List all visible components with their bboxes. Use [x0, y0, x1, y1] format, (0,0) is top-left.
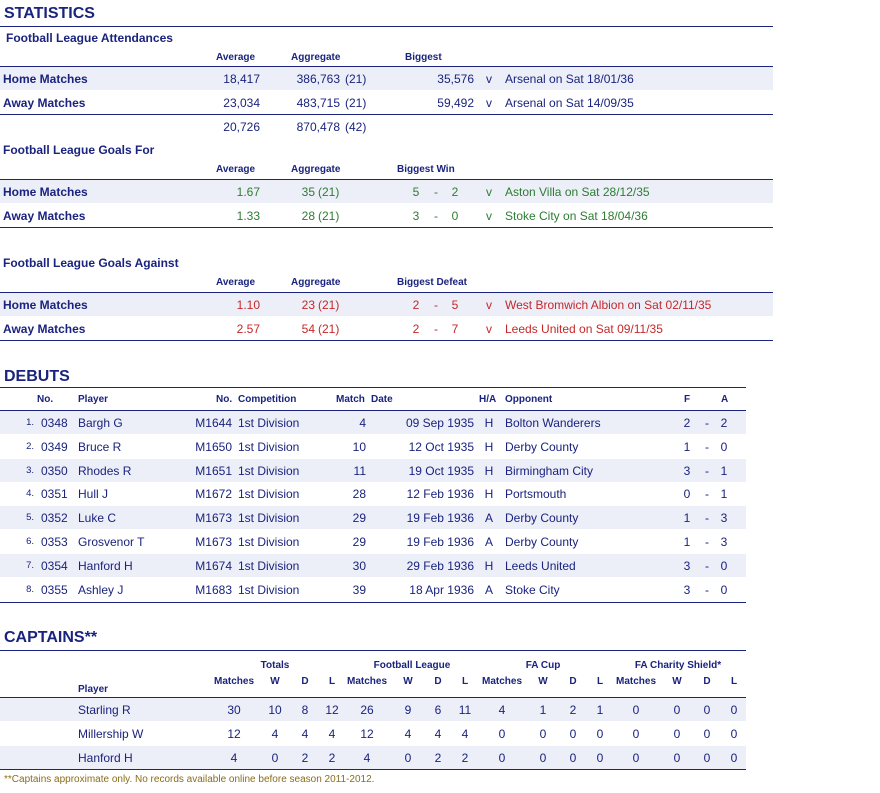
captain-stat: 9: [404, 703, 412, 717]
debut-match-no: M1673: [195, 535, 232, 549]
debut-idx: 1.: [26, 417, 34, 428]
debut-date: 19 Feb 1936: [406, 511, 474, 526]
captains-subheader-matches: Matches: [481, 676, 522, 687]
captains-subheader-matches: Matches: [615, 676, 656, 687]
debut-no: 0351: [41, 487, 68, 502]
debut-no: 0348: [41, 416, 68, 430]
goals-for-aggregate-header: Aggregate: [291, 164, 341, 175]
debut-match-no: M1651: [195, 463, 232, 478]
table-row: [0, 578, 746, 602]
attendances-home-games: (21): [345, 72, 367, 86]
captains-group-football-league: Football League: [373, 660, 451, 671]
debut-dash: -: [705, 416, 709, 430]
goals-against-home-dash: -: [434, 298, 438, 312]
captains-subheader-matches: Matches: [213, 676, 254, 687]
debut-f: 3: [683, 558, 691, 573]
attendances-total-games: (42): [345, 120, 367, 134]
goals-against-title: Football League Goals Against: [3, 256, 179, 270]
table-row: [0, 554, 746, 578]
goals-against-away-v: v: [486, 322, 492, 336]
goals-for-home-games: (21): [318, 185, 340, 199]
captain-stat: 12: [227, 727, 241, 741]
captain-stat: 4: [230, 751, 238, 765]
debut-ha: H: [484, 463, 494, 478]
attendances-away-average: 23,034: [223, 96, 260, 110]
goals-for-away-aggregate: 28: [301, 209, 315, 223]
debut-a: 1: [720, 463, 728, 478]
debut-match: 10: [352, 439, 366, 454]
attendances-home-v: v: [486, 72, 492, 86]
captain-stat: 0: [539, 751, 547, 765]
goals-against-away-opponent: Leeds United on Sat 09/11/35: [505, 322, 663, 336]
debut-player: Bargh G: [78, 416, 123, 430]
captain-stat: 8: [301, 703, 309, 717]
goals-for-biggest-header: Biggest Win: [397, 164, 455, 175]
goals-for-title: Football League Goals For: [3, 143, 155, 157]
goals-against-away-label: Away Matches: [3, 322, 86, 336]
debut-competition: 1st Division: [238, 535, 300, 549]
captains-subheader-w: W: [538, 676, 548, 687]
captains-subheader-d: D: [434, 676, 442, 687]
goals-against-away-games: (21): [318, 322, 340, 336]
debut-player: Rhodes R: [78, 463, 132, 478]
captain-stat: 0: [673, 703, 681, 717]
table-row: [0, 435, 746, 459]
debut-dash: -: [705, 558, 709, 573]
debut-match: 29: [352, 511, 366, 526]
captain-stat: 1: [596, 703, 604, 717]
table-row: [0, 530, 746, 554]
debuts-title: DEBUTS: [4, 368, 70, 385]
table-row: [0, 482, 746, 506]
debut-player: Bruce R: [78, 439, 122, 454]
attendances-home-biggest: 35,576: [437, 72, 474, 86]
attendances-away-aggregate: 483,715: [296, 96, 340, 110]
attendances-total-average: 20,726: [223, 120, 260, 134]
debut-no: 0354: [41, 558, 68, 573]
table-row: [0, 722, 746, 746]
debut-match-no: M1672: [195, 487, 232, 502]
debut-f: 2: [683, 416, 691, 430]
debut-match: 4: [359, 416, 366, 430]
attendances-home-opponent: Arsenal on Sat 18/01/36: [505, 72, 634, 86]
goals-against-home-label: Home Matches: [3, 298, 88, 312]
captain-stat: 4: [271, 727, 279, 741]
debut-f: 1: [683, 511, 691, 526]
captains-player-header: Player: [78, 684, 109, 695]
debuts-a-header: A: [721, 394, 729, 405]
debut-a: 0: [720, 558, 728, 573]
captain-stat: 0: [730, 751, 738, 765]
attendances-average-header: Average: [216, 52, 256, 63]
debut-dash: -: [705, 511, 709, 526]
captain-stat: 0: [498, 727, 506, 741]
debut-opponent: Derby County: [505, 511, 579, 526]
debut-no: 0350: [41, 463, 68, 478]
debut-competition: 1st Division: [238, 439, 300, 454]
goals-against-home-f: 2: [412, 298, 420, 312]
captain-stat: 0: [673, 727, 681, 741]
debut-match-no: M1644: [195, 416, 232, 430]
captain-stat: 4: [328, 727, 336, 741]
attendances-aggregate-header: Aggregate: [291, 52, 341, 63]
debut-f: 0: [683, 487, 691, 502]
debut-competition: 1st Division: [238, 558, 300, 573]
debut-match-no: M1650: [195, 439, 232, 454]
attendances-home-label: Home Matches: [3, 72, 88, 86]
debut-a: 3: [720, 535, 728, 549]
captain-stat: 26: [360, 703, 374, 717]
captain-stat: 0: [632, 751, 640, 765]
debut-match: 39: [352, 582, 366, 597]
debut-date: 09 Sep 1935: [405, 416, 474, 430]
captains-subheader-l: L: [596, 676, 604, 687]
debut-match: 30: [352, 558, 366, 573]
captain-player: Starling R: [78, 703, 131, 717]
captains-subheader-l: L: [328, 676, 336, 687]
debut-no: 0353: [41, 535, 68, 549]
goals-against-home-aggregate: 23: [301, 298, 315, 312]
goals-for-away-a: 0: [451, 209, 459, 223]
debut-ha: H: [484, 558, 494, 573]
captains-group-fa-cup: FA Cup: [525, 660, 561, 671]
debut-f: 3: [683, 463, 691, 478]
debut-f: 1: [683, 535, 691, 549]
debuts-opponent-header: Opponent: [505, 394, 553, 405]
debut-a: 2: [720, 416, 728, 430]
captain-stat: 2: [301, 751, 309, 765]
attendances-away-label: Away Matches: [3, 96, 86, 110]
captain-stat: 4: [301, 727, 309, 741]
debut-match-no: M1673: [195, 511, 232, 526]
debut-idx: 5.: [26, 512, 34, 524]
debuts-no-header: No.: [37, 394, 54, 405]
goals-against-home-opponent: West Bromwich Albion on Sat 02/11/35: [505, 298, 712, 312]
goals-for-home-v: v: [486, 185, 492, 199]
goals-against-biggest-header: Biggest Defeat: [397, 277, 468, 288]
goals-against-home-average: 1.10: [236, 298, 260, 312]
debuts-match-header: Match: [336, 394, 365, 405]
debut-f: 1: [683, 439, 691, 454]
captain-stat: 0: [539, 727, 547, 741]
debut-a: 1: [720, 487, 728, 502]
debut-a: 0: [720, 582, 728, 597]
attendances-biggest-header: Biggest: [405, 52, 442, 63]
captain-stat: 12: [360, 727, 374, 741]
debut-ha: H: [484, 439, 494, 454]
debut-no: 0352: [41, 511, 68, 526]
attendances-away-biggest: 59,492: [437, 96, 474, 110]
goals-against-away-a: 7: [451, 322, 459, 336]
captain-stat: 0: [271, 751, 279, 765]
debut-opponent: Bolton Wanderers: [505, 416, 601, 430]
captain-stat: 2: [434, 751, 442, 765]
captain-stat: 0: [730, 727, 738, 741]
captains-subheader-l: L: [461, 676, 469, 687]
captains-subheader-w: W: [403, 676, 413, 687]
captain-stat: 4: [498, 703, 506, 717]
captain-stat: 2: [328, 751, 336, 765]
captain-stat: 4: [461, 727, 469, 741]
table-row: [0, 459, 746, 483]
goals-against-away-dash: -: [434, 322, 438, 336]
goals-against-home-a: 5: [451, 298, 459, 312]
captain-stat: 0: [404, 751, 412, 765]
debut-opponent: Portsmouth: [505, 487, 567, 502]
debut-date: 19 Feb 1936: [406, 535, 474, 549]
goals-against-away-aggregate: 54: [301, 322, 315, 336]
captain-stat: 0: [703, 751, 711, 765]
debut-date: 29 Feb 1936: [406, 558, 474, 573]
debut-dash: -: [705, 463, 709, 478]
debut-match: 29: [352, 535, 366, 549]
debut-dash: -: [705, 439, 709, 454]
captain-stat: 0: [498, 751, 506, 765]
goals-for-home-opponent: Aston Villa on Sat 28/12/35: [505, 185, 650, 199]
goals-for-home-a: 2: [451, 185, 459, 199]
captain-stat: 0: [703, 727, 711, 741]
debut-idx: 6.: [26, 536, 34, 547]
debut-no: 0355: [41, 582, 68, 597]
debuts-competition-header: Competition: [238, 394, 297, 405]
captain-stat: 0: [730, 703, 738, 717]
debut-idx: 8.: [26, 583, 34, 595]
debut-a: 3: [720, 511, 728, 526]
debut-player: Luke C: [78, 511, 117, 526]
captain-stat: 0: [596, 751, 604, 765]
debut-f: 3: [683, 582, 691, 597]
goals-for-home-aggregate: 35: [301, 185, 315, 199]
debut-competition: 1st Division: [238, 487, 300, 502]
debut-competition: 1st Division: [238, 416, 300, 430]
captain-stat: 4: [434, 727, 442, 741]
captain-stat: 0: [569, 727, 577, 741]
debut-date: 19 Oct 1935: [408, 463, 474, 478]
debut-competition: 1st Division: [238, 582, 300, 597]
debut-player: Hull J: [78, 487, 109, 502]
goals-for-away-v: v: [486, 209, 492, 223]
captains-subheader-w: W: [672, 676, 682, 687]
goals-for-average-header: Average: [216, 164, 256, 175]
table-row: [0, 698, 746, 722]
captain-stat: 12: [325, 703, 339, 717]
debut-opponent: Birmingham City: [505, 463, 594, 478]
captains-subheader-w: W: [270, 676, 280, 687]
captains-group-totals: Totals: [260, 660, 290, 671]
goals-for-home-label: Home Matches: [3, 185, 88, 199]
captains-subheader-d: D: [569, 676, 577, 687]
debut-competition: 1st Division: [238, 511, 300, 526]
debut-match-no: M1683: [195, 582, 232, 597]
attendances-total-aggregate: 870,478: [296, 120, 340, 134]
table-row: [0, 411, 746, 435]
table-row: [0, 506, 746, 530]
attendances-away-v: v: [486, 96, 492, 110]
debut-date: 12 Feb 1936: [406, 487, 474, 502]
captain-player: Hanford H: [78, 751, 133, 765]
goals-for-away-label: Away Matches: [3, 209, 86, 223]
debut-match-no: M1674: [195, 558, 232, 573]
goals-against-away-f: 2: [412, 322, 420, 336]
captains-subheader-d: D: [301, 676, 309, 687]
debut-opponent: Derby County: [505, 439, 579, 454]
captains-title: CAPTAINS**: [4, 629, 98, 646]
captains-footnote: **Captains approximate only. No records available online before season 2011-2012.: [4, 774, 375, 785]
captains-group-fa-charity-shield: FA Charity Shield*: [634, 660, 722, 671]
debut-player: Ashley J: [78, 582, 124, 597]
debuts-ha-header: H/A: [479, 394, 497, 405]
debut-opponent: Stoke City: [505, 582, 560, 597]
goals-for-away-opponent: Stoke City on Sat 18/04/36: [505, 209, 648, 223]
debut-dash: -: [705, 535, 709, 549]
debut-no: 0349: [41, 439, 68, 454]
captain-player: Millership W: [78, 727, 144, 741]
statistics-title: STATISTICS: [4, 5, 95, 22]
debut-idx: 3.: [26, 464, 34, 476]
goals-for-home-f: 5: [412, 185, 420, 199]
debut-competition: 1st Division: [238, 463, 300, 478]
captain-stat: 4: [404, 727, 412, 741]
captain-stat: 11: [458, 703, 472, 717]
captains-subheader-matches: Matches: [346, 676, 387, 687]
goals-for-home-average: 1.67: [236, 185, 260, 199]
debut-date: 18 Apr 1936: [409, 582, 474, 597]
goals-against-away-average: 2.57: [236, 322, 260, 336]
attendances-away-games: (21): [345, 96, 367, 110]
debut-ha: H: [484, 487, 494, 502]
goals-against-average-header: Average: [216, 277, 256, 288]
attendances-away-opponent: Arsenal on Sat 14/09/35: [505, 96, 634, 110]
captains-subheader-d: D: [703, 676, 711, 687]
debut-player: Hanford H: [78, 558, 133, 573]
captain-stat: 4: [363, 751, 371, 765]
captains-subheader-l: L: [730, 676, 738, 687]
debut-match: 28: [352, 487, 366, 502]
debut-ha: H: [484, 416, 494, 430]
debuts-player-header: Player: [78, 394, 109, 405]
goals-for-away-dash: -: [434, 209, 438, 223]
goals-for-away-games: (21): [318, 209, 340, 223]
attendances-home-average: 18,417: [223, 72, 260, 86]
captain-stat: 10: [268, 703, 282, 717]
debut-player: Grosvenor T: [78, 535, 145, 549]
captain-stat: 2: [461, 751, 469, 765]
captain-stat: 0: [673, 751, 681, 765]
captain-stat: 0: [569, 751, 577, 765]
captain-stat: 0: [632, 727, 640, 741]
debut-dash: -: [705, 487, 709, 502]
debut-idx: 4.: [26, 488, 34, 500]
debut-opponent: Leeds United: [505, 558, 576, 573]
captain-stat: 2: [569, 703, 577, 717]
debut-opponent: Derby County: [505, 535, 579, 549]
captain-stat: 0: [703, 703, 711, 717]
debut-ha: A: [484, 511, 493, 526]
captain-stat: 1: [539, 703, 547, 717]
debut-dash: -: [705, 582, 709, 597]
goals-for-away-average: 1.33: [236, 209, 260, 223]
captain-stat: 0: [632, 703, 640, 717]
goals-for-home-dash: -: [434, 185, 438, 199]
captain-stat: 30: [227, 703, 241, 717]
debuts-match-no-header: No.: [216, 394, 233, 405]
goals-against-aggregate-header: Aggregate: [291, 277, 341, 288]
captain-stat: 0: [596, 727, 604, 741]
attendances-title: Football League Attendances: [6, 31, 173, 45]
debut-ha: A: [484, 582, 493, 597]
goals-against-home-v: v: [486, 298, 492, 312]
debut-date: 12 Oct 1935: [408, 439, 474, 454]
debut-idx: 7.: [26, 559, 34, 571]
debuts-f-header: F: [684, 394, 691, 405]
attendances-home-aggregate: 386,763: [296, 72, 340, 86]
goals-against-home-games: (21): [318, 298, 340, 312]
debuts-date-header: Date: [371, 394, 393, 405]
debut-match: 11: [353, 463, 366, 478]
captain-stat: 6: [434, 703, 442, 717]
table-row: [0, 746, 746, 770]
debut-idx: 2.: [26, 440, 34, 452]
goals-for-away-f: 3: [412, 209, 420, 223]
debut-ha: A: [484, 535, 493, 549]
debut-a: 0: [720, 439, 728, 454]
